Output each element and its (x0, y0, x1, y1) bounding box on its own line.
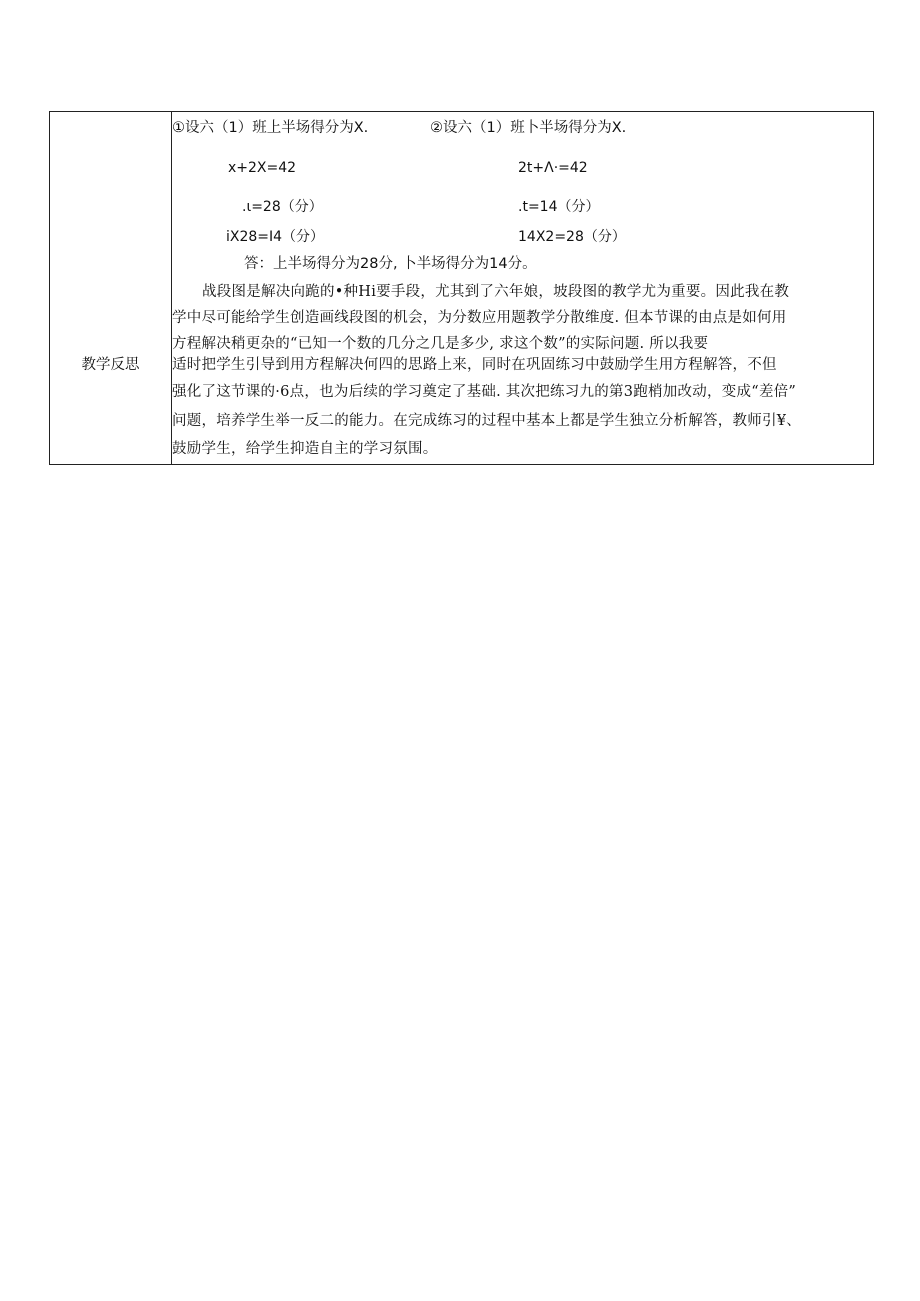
row-label: 教学反思 (81, 357, 140, 373)
solution-2-setup: ②设六（1）班卜半场得分为X. (430, 120, 627, 136)
answer-line: 答：上半场得分为28分, 卜半场得分为14分。 (244, 256, 537, 272)
solution-1-result-2: iX28=I4（分） (226, 229, 325, 245)
reflection-line: 学中尽可能给学生创造画线段图的机会，为分数应用题教学分散维度. 但本节课的由点是如何用 (172, 310, 787, 326)
solution-2-result-1: .t=14（分） (518, 199, 600, 215)
solution-1-setup: ①设六（1）班上半场得分为X. (172, 120, 369, 136)
label-cell (50, 112, 172, 464)
reflection-line: 强化了这节课的·6点，也为后续的学习奠定了基础. 其次把练习九的第3跑梢加改动，变成“差倍” (172, 384, 797, 400)
solution-2-result-2: 14X2=28（分） (518, 229, 626, 245)
reflection-line: 战段图是解决向跪的•种Hi要手段，尤其到了六年娘，坡段图的教学尤为重要。因此我在教 (202, 284, 790, 300)
content-cell (172, 112, 873, 464)
reflection-table (49, 111, 874, 465)
reflection-line: 方程解决稍更杂的“已知一个数的几分之几是多少, 求这个数”的实际问题. 所以我要 (172, 336, 709, 352)
reflection-line: 问题，培养学生举一反二的能力。在完成练习的过程中基本上都是学生独立分析解答，教师引¥、 (172, 413, 801, 429)
solution-1-equation: x+2X=42 (228, 160, 297, 176)
reflection-line: 鼓励学生，给学生抑造自主的学习氛围。 (172, 441, 438, 457)
solution-2-equation: 2t+Λ·=42 (518, 160, 588, 176)
solution-1-result-1: .ι=28（分） (242, 199, 323, 215)
reflection-line: 适时把学生引导到用方程解决何四的思路上来，同时在巩固练习中鼓励学生用方程解答，不但 (172, 357, 777, 373)
